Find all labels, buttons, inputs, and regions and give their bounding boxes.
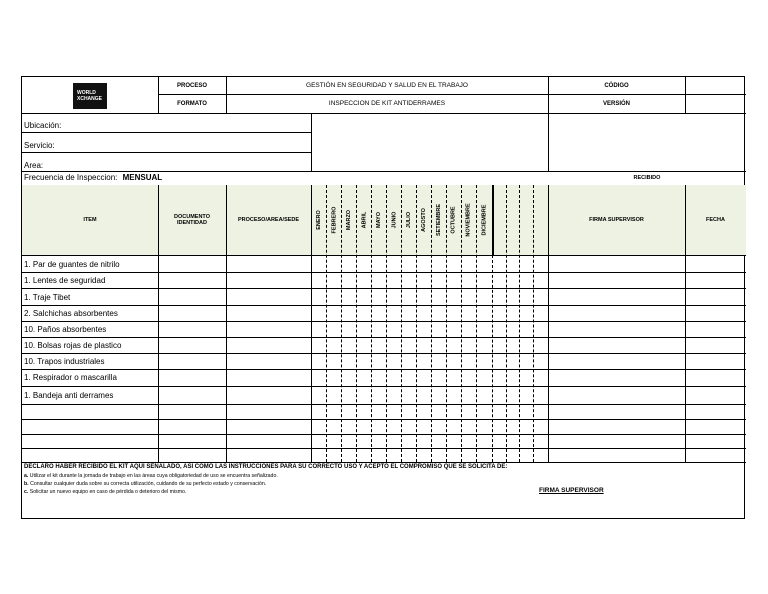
declaracion-text: DECLARO HABER RECIBIDO EL KIT AQUI SEÑALADO, ASI COMO LAS INSTRUCCIONES PARA SU CORRECTO USO Y ACEPTO EL COMPROMISO QUE SE SOLICITA DE: xyxy=(24,464,508,470)
frecuencia-row xyxy=(24,173,162,182)
month-enero: ENERO xyxy=(316,210,322,230)
list-item: 10. Trapos industriales xyxy=(24,357,105,366)
month-octubre: OCTUBRE xyxy=(451,206,458,234)
col-firma: FIRMA SUPERVISOR xyxy=(589,217,644,223)
month-noviembre: NOVIEMBRE xyxy=(466,203,472,237)
month-agosto: AGOSTO xyxy=(421,208,427,232)
company-logo xyxy=(73,83,107,109)
formato-value: INSPECCION DE KIT ANTIDERRAMES xyxy=(328,100,446,107)
frecuencia-value: MENSUAL xyxy=(122,173,163,182)
version-value[interactable] xyxy=(685,94,746,113)
list-item: 1. Lentes de seguridad xyxy=(24,276,106,285)
recibido-label: RECIBIDO xyxy=(633,175,661,181)
month-diciembre: DICIEMBRE xyxy=(481,204,487,236)
formato-label: FORMATO xyxy=(177,100,207,107)
proceso-label: PROCESO xyxy=(176,82,207,89)
codigo-value[interactable] xyxy=(685,77,746,94)
month-julio: JULIO xyxy=(406,211,413,229)
list-item: 1. Par de guantes de nitrilo xyxy=(24,260,120,269)
month-febrero: FEBRERO xyxy=(331,206,338,234)
month-junio: JUNIO xyxy=(391,211,397,229)
list-item: 10. Bolsas rojas de plastico xyxy=(24,341,122,350)
list-item: 1. Respirador o mascarilla xyxy=(24,373,117,382)
servicio-label: Servicio: xyxy=(24,141,55,150)
instruccion-b: b. Consultar cualquier duda sobre su correcta utilización, cuidando de su perfecto estado y conservación. xyxy=(24,481,267,487)
codigo-label: CÓDIGO xyxy=(604,82,629,89)
area-label: Area: xyxy=(24,161,44,170)
frecuencia-label: Frecuencia de Inspeccion: xyxy=(24,173,118,182)
col-documento-line1: DOCUMENTO xyxy=(174,214,210,220)
instruccion-a: a. Utilizar el kit durante la jornada de trabajo en las áreas cuya obligatoriedad de uso se encuentra señalizado. xyxy=(24,473,278,479)
list-item: 10. Paños absorbentes xyxy=(24,325,107,334)
proceso-value: GESTIÓN EN SEGURIDAD Y SALUD EN EL TRABAJO xyxy=(306,82,468,89)
col-item: ITEM xyxy=(83,217,97,223)
month-marzo: MARZO xyxy=(346,209,353,231)
list-item: 1. Traje Tibet xyxy=(24,293,71,302)
list-item: 1. Bandeja anti derrames xyxy=(24,391,114,400)
logo-line-1: WORLD xyxy=(77,90,96,96)
instruccion-c: c. Solicitar un nuevo equipo en caso de pérdida o deterioro del mismo. xyxy=(24,489,187,495)
firma-supervisor-footer: FIRMA SUPERVISOR xyxy=(539,487,604,494)
col-proceso: PROCESO/AREA/SEDE xyxy=(237,217,300,223)
list-item: 2. Salchichas absorbentes xyxy=(24,309,118,318)
inspection-form xyxy=(21,76,745,519)
month-abril: ABRIL xyxy=(361,211,367,229)
logo-line-2: XCHANGE xyxy=(77,96,103,102)
ubicacion-label: Ubicación: xyxy=(24,121,62,130)
col-documento xyxy=(158,185,226,255)
col-fecha: FECHA xyxy=(706,217,725,223)
version-label: VERSIÓN xyxy=(602,100,630,107)
month-setiembre: SETIEMBRE xyxy=(436,203,442,237)
month-mayo: MAYO xyxy=(376,212,382,228)
col-documento-line2: IDENTIDAD xyxy=(177,220,207,226)
